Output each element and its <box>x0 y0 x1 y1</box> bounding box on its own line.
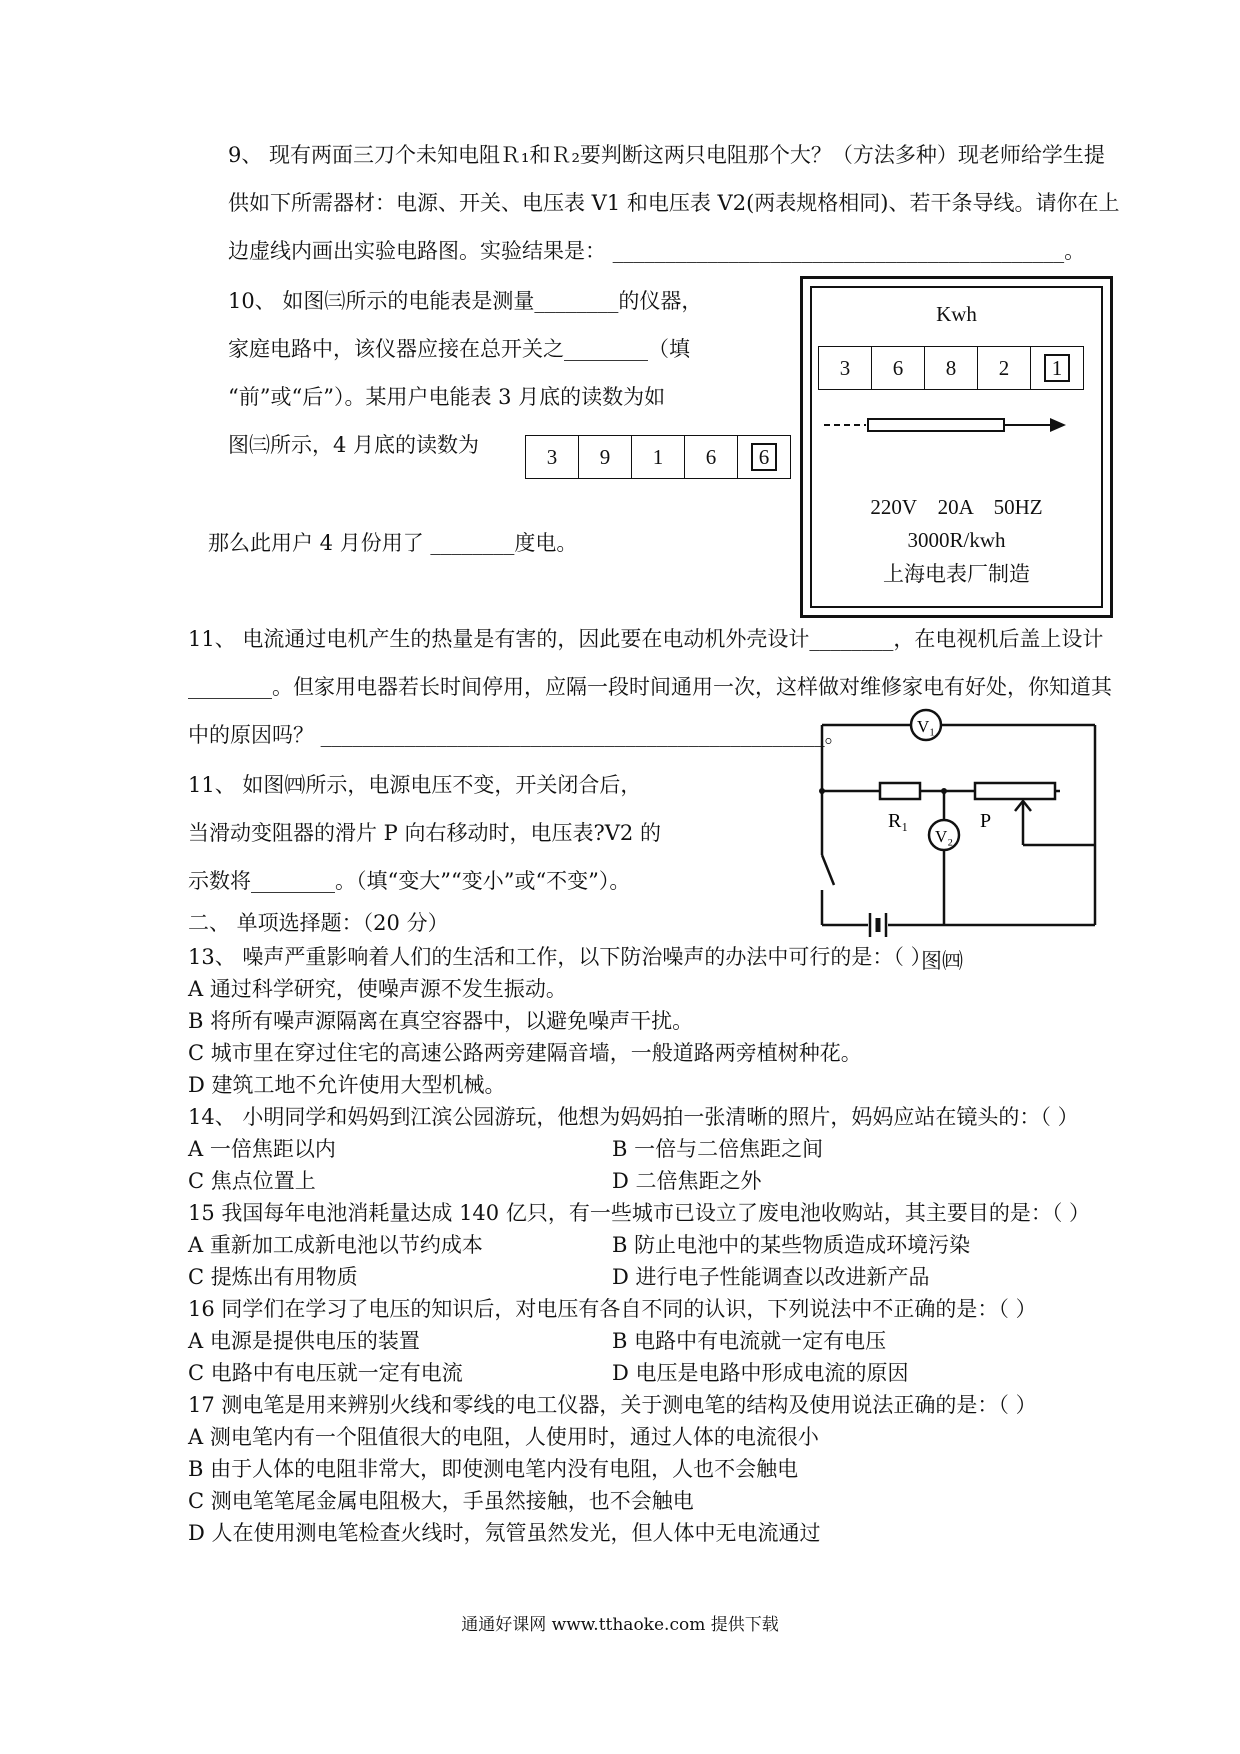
q10-line1: 10、 如图㈢所示的电能表是测量________的仪器， <box>228 289 703 313</box>
q17-option-a: A 测电笔内有一个阻值很大的电阻，人使用时，通过人体的电流很小 <box>188 1425 819 1449</box>
q17-option-b: B 由于人体的电阻非常大，即使测电笔内没有电阻，人也不会触电 <box>188 1457 799 1481</box>
q13-option-a: A 通过科学研究，使噪声源不发生振动。 <box>188 977 567 1001</box>
q14-stem: 14、 小明同学和妈妈到江滨公园游玩，他想为妈妈拍一张清晰的照片，妈妈应站在镜头的：（ ） <box>188 1105 1079 1129</box>
q13-option-d: D 建筑工地不允许使用大型机械。 <box>188 1073 506 1097</box>
v2-label: V₂ <box>935 827 954 846</box>
q14-option-c: C 焦点位置上 <box>188 1169 316 1193</box>
april-digit: 1 <box>632 436 685 478</box>
q11b-line1: 11、 如图㈣所示，电源电压不变，开关闭合后， <box>188 773 642 797</box>
meter-digit-decimal: 1 <box>1031 347 1083 389</box>
v1-label: V₁ <box>917 717 936 736</box>
april-digit-decimal: 6 <box>738 436 790 478</box>
q11a-line2: ________。但家用电器若长时间停用，应隔一段时间通用一次，这样做对维修家电有好处，你知道其 <box>188 675 1112 699</box>
q14-option-d: D 二倍焦距之外 <box>612 1169 762 1193</box>
meter-digit: 8 <box>925 347 978 389</box>
meter-rating: 220V 20A 50HZ <box>870 495 1043 519</box>
q9-line3: 边虚线内画出实验电路图。实验结果是： ___________________________________________。 <box>228 239 1086 263</box>
april-digit: 9 <box>579 436 632 478</box>
q10-line3: “前”或“后”）。某用户电能表 3 月底的读数为如 <box>228 385 666 409</box>
q16-option-a: A 电源是提供电压的装置 <box>188 1329 420 1353</box>
q16-option-d: D 电压是电路中形成电流的原因 <box>612 1361 909 1385</box>
april-reading <box>525 435 791 479</box>
q14-option-b: B 一倍与二倍焦距之间 <box>612 1137 824 1161</box>
page-footer: 通通好课网 www.tthaoke.com 提供下载 <box>461 1615 779 1635</box>
meter-constant: 3000R/kwh <box>907 528 1006 552</box>
q17-option-d: D 人在使用测电笔检查火线时，氖管虽然发光，但人体中无电流通过 <box>188 1521 821 1545</box>
q10-line4: 图㈢所示，4 月底的读数为 <box>228 433 480 457</box>
q15-option-b: B 防止电池中的某些物质造成环境污染 <box>612 1233 971 1257</box>
april-digit: 6 <box>685 436 738 478</box>
q11a-line1: 11、 电流通过电机产生的热量是有害的，因此要在电动机外壳设计________，在电视机后盖上设计 <box>188 627 1104 651</box>
q15-option-a: A 重新加工成新电池以节约成本 <box>188 1233 483 1257</box>
r1-label: R₁ <box>888 810 909 832</box>
meter-rotation-arrow-icon <box>822 410 1082 440</box>
q11b-line3: 示数将________。（填“变大”“变小”或“不变”）。 <box>188 869 631 893</box>
q9-line1: 9、 现有两面三刀个未知电阻Ｒ₁和Ｒ₂要判断这两只电阻那个大？（方法多种）现老师给学生提 <box>228 143 1105 167</box>
meter-unit: Kwh <box>936 302 977 326</box>
q16-stem: 16 同学们在学习了电压的知识后，对电压有各自不同的认识，下列说法中不正确的是：（ ） <box>188 1297 1037 1321</box>
q15-stem: 15 我国每年电池消耗量达成 140 亿只，有一些城市已设立了废电池收购站，其主要目的是：（ ） <box>188 1201 1091 1225</box>
q17-option-c: C 测电笔笔尾金属电阻极大，手虽然接触，也不会触电 <box>188 1489 694 1513</box>
meter-reading <box>818 346 1084 390</box>
circuit-caption: 图㈣ <box>921 949 963 973</box>
q10-line5: 那么此用户 4 月份用了 ________度电。 <box>208 531 578 555</box>
q11a-line3: 中的原因吗？ ________________________________________________。 <box>188 723 846 747</box>
meter-digit: 6 <box>872 347 925 389</box>
q13-option-c: C 城市里在穿过住宅的高速公路两旁建隔音墙，一般道路两旁植树种花。 <box>188 1041 862 1065</box>
section-heading: 二、 单项选择题：（20 分） <box>188 911 449 935</box>
q16-option-c: C 电路中有电压就一定有电流 <box>188 1361 463 1385</box>
april-digit: 3 <box>526 436 579 478</box>
q13-stem: 13、 噪声严重影响着人们的生活和工作，以下防治噪声的办法中可行的是：（ ） <box>188 945 932 969</box>
q15-option-c: C 提炼出有用物质 <box>188 1265 358 1289</box>
q11b-line2: 当滑动变阻器的滑片 P 向右移动时，电压表?V2 的 <box>188 821 661 845</box>
q15-option-d: D 进行电子性能调查以改进新产品 <box>612 1265 930 1289</box>
q16-option-b: B 电路中有电流就一定有电压 <box>612 1329 887 1353</box>
q10-line2: 家庭电路中，该仪器应接在总开关之________（填 <box>228 337 690 361</box>
meter-maker: 上海电表厂制造 <box>883 562 1030 586</box>
meter-digit: 3 <box>819 347 872 389</box>
meter-digit: 2 <box>978 347 1031 389</box>
q14-option-a: A 一倍焦距以内 <box>188 1137 336 1161</box>
q13-option-b: B 将所有噪声源隔离在真空容器中，以避免噪声干扰。 <box>188 1009 694 1033</box>
slider-p-label: P <box>980 810 992 832</box>
q17-stem: 17 测电笔是用来辨别火线和零线的电工仪器，关于测电笔的结构及使用说法正确的是：（ ） <box>188 1393 1037 1417</box>
q9-line2: 供如下所需器材：电源、开关、电压表 V1 和电压表 V2(两表规格相同)、若干条导线。请你在上 <box>228 191 1120 215</box>
